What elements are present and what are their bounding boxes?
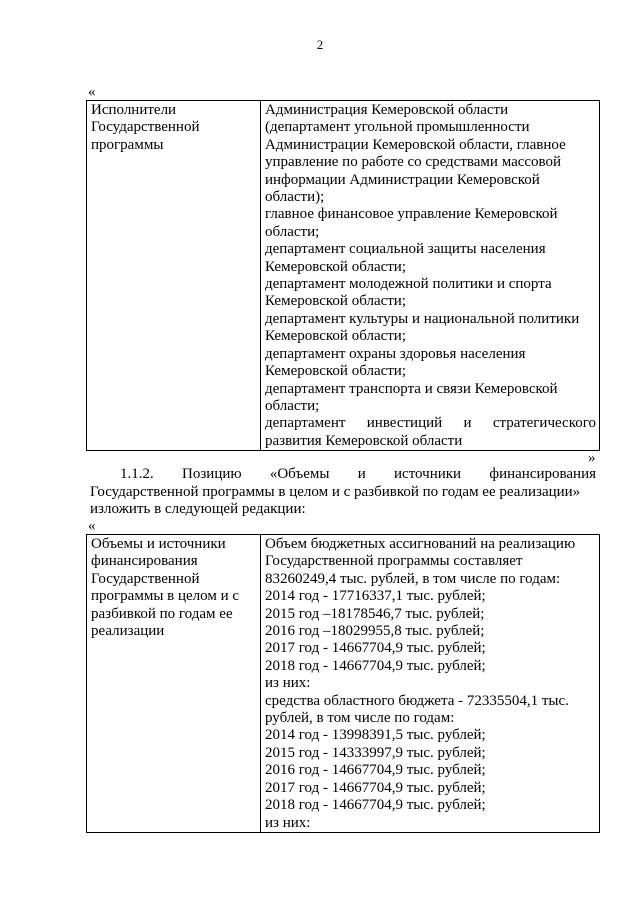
funding-label-line: Объемы и источники [91, 536, 226, 552]
funding-table [86, 534, 600, 833]
funding-value-line: 2016 год - 14667704,9 тыс. рублей; [265, 762, 486, 779]
executors-value-line: главное финансовое управление Кемеровской [265, 206, 558, 223]
executors-value-line: Кемеровской области; [265, 258, 407, 275]
funding-value-line: 2014 год - 13998391,5 тыс. рублей; [265, 727, 486, 744]
executors-value-line: области; [265, 397, 320, 414]
paragraph-line: 1.1.2. Позицию «Объемы и источники финансирования [120, 466, 596, 482]
executors-value-line: Кемеровской области; [265, 328, 407, 345]
funding-value-line: 2017 год - 14667704,9 тыс. рублей; [265, 640, 486, 657]
executors-value-line: области; [265, 223, 320, 240]
executors-value-line: информации Администрации Кемеровской [265, 171, 540, 188]
paragraph-line: Государственной программы в целом и с разбивкой по годам ее реализации» [90, 483, 581, 500]
executors-value-line: департамент охраны здоровья населения [265, 345, 526, 362]
executors-value-line: (департамент угольной промышленности [265, 119, 530, 136]
funding-value-line: из них: [265, 814, 311, 831]
executors-value-line: Администрации Кемеровской области, главное [265, 136, 566, 153]
executors-table [86, 100, 600, 451]
executors-value-line: управление по работе со средствами массовой [265, 154, 562, 171]
funding-value-cell [261, 535, 600, 833]
executors-label-line: Государственной [91, 119, 200, 136]
executors-value-line: департамент транспорта и связи Кемеровской [265, 380, 558, 397]
open-quote-2: « [88, 518, 96, 534]
funding-value-line: 2014 год - 17716337,1 тыс. рублей; [265, 588, 486, 605]
executors-label-cell [87, 101, 261, 451]
executors-row [87, 101, 600, 451]
funding-label-line: реализации [91, 623, 165, 640]
close-quote: » [588, 450, 596, 466]
funding-value-line: рублей, в том числе по годам: [265, 710, 455, 727]
funding-value-line: средства областного бюджета - 72335504,1 тыс. [265, 692, 569, 709]
funding-value-line: 2017 год - 14667704,9 тыс. рублей; [265, 779, 486, 796]
funding-value-line: 2018 год - 14667704,9 тыс. рублей; [265, 657, 486, 674]
executors-value-line: развития Кемеровской области [265, 432, 463, 449]
funding-value-line: 2018 год - 14667704,9 тыс. рублей; [265, 797, 486, 814]
funding-label-line: финансирования [91, 553, 198, 570]
page-number: 2 [316, 37, 324, 52]
funding-label-line: разбивкой по годам ее [91, 605, 233, 622]
amendment-paragraph [90, 466, 596, 519]
funding-value-line: 2016 год –18029955,8 тыс. рублей; [265, 623, 485, 640]
executors-value-line: Кемеровской области; [265, 293, 407, 310]
funding-label-cell [87, 535, 261, 833]
funding-value-line: Государственной программы составляет [265, 553, 523, 570]
funding-row [87, 535, 600, 833]
executors-label-line: программы [91, 136, 164, 153]
executors-value-line: Кемеровской области; [265, 363, 407, 380]
funding-value-line: Объем бюджетных ассигнований на реализацию [265, 536, 576, 552]
executors-label-line: Исполнители [91, 102, 177, 118]
funding-value-line: 2015 год - 14333997,9 тыс. рублей; [265, 744, 486, 761]
open-quote-1: « [88, 84, 96, 100]
executors-value-line: области); [265, 189, 325, 206]
executors-value-cell [261, 101, 600, 451]
executors-value-line: Администрация Кемеровской области [265, 102, 509, 118]
executors-value-line: департамент культуры и национальной политики [265, 310, 580, 327]
executors-value-line: департамент социальной защиты населения [265, 241, 546, 258]
paragraph-line: изложить в следующей редакции: [90, 501, 306, 518]
funding-value-line: 83260249,4 тыс. рублей, в том числе по годам: [265, 570, 561, 587]
funding-label-line: программы в целом и с [91, 588, 240, 605]
executors-value-line: департамент молодежной политики и спорта [265, 276, 552, 293]
funding-label-line: Государственной [91, 570, 200, 587]
funding-value-line: из них: [265, 675, 311, 692]
funding-value-line: 2015 год –18178546,7 тыс. рублей; [265, 605, 485, 622]
executors-value-line: департамент инвестиций и стратегического [265, 415, 596, 432]
